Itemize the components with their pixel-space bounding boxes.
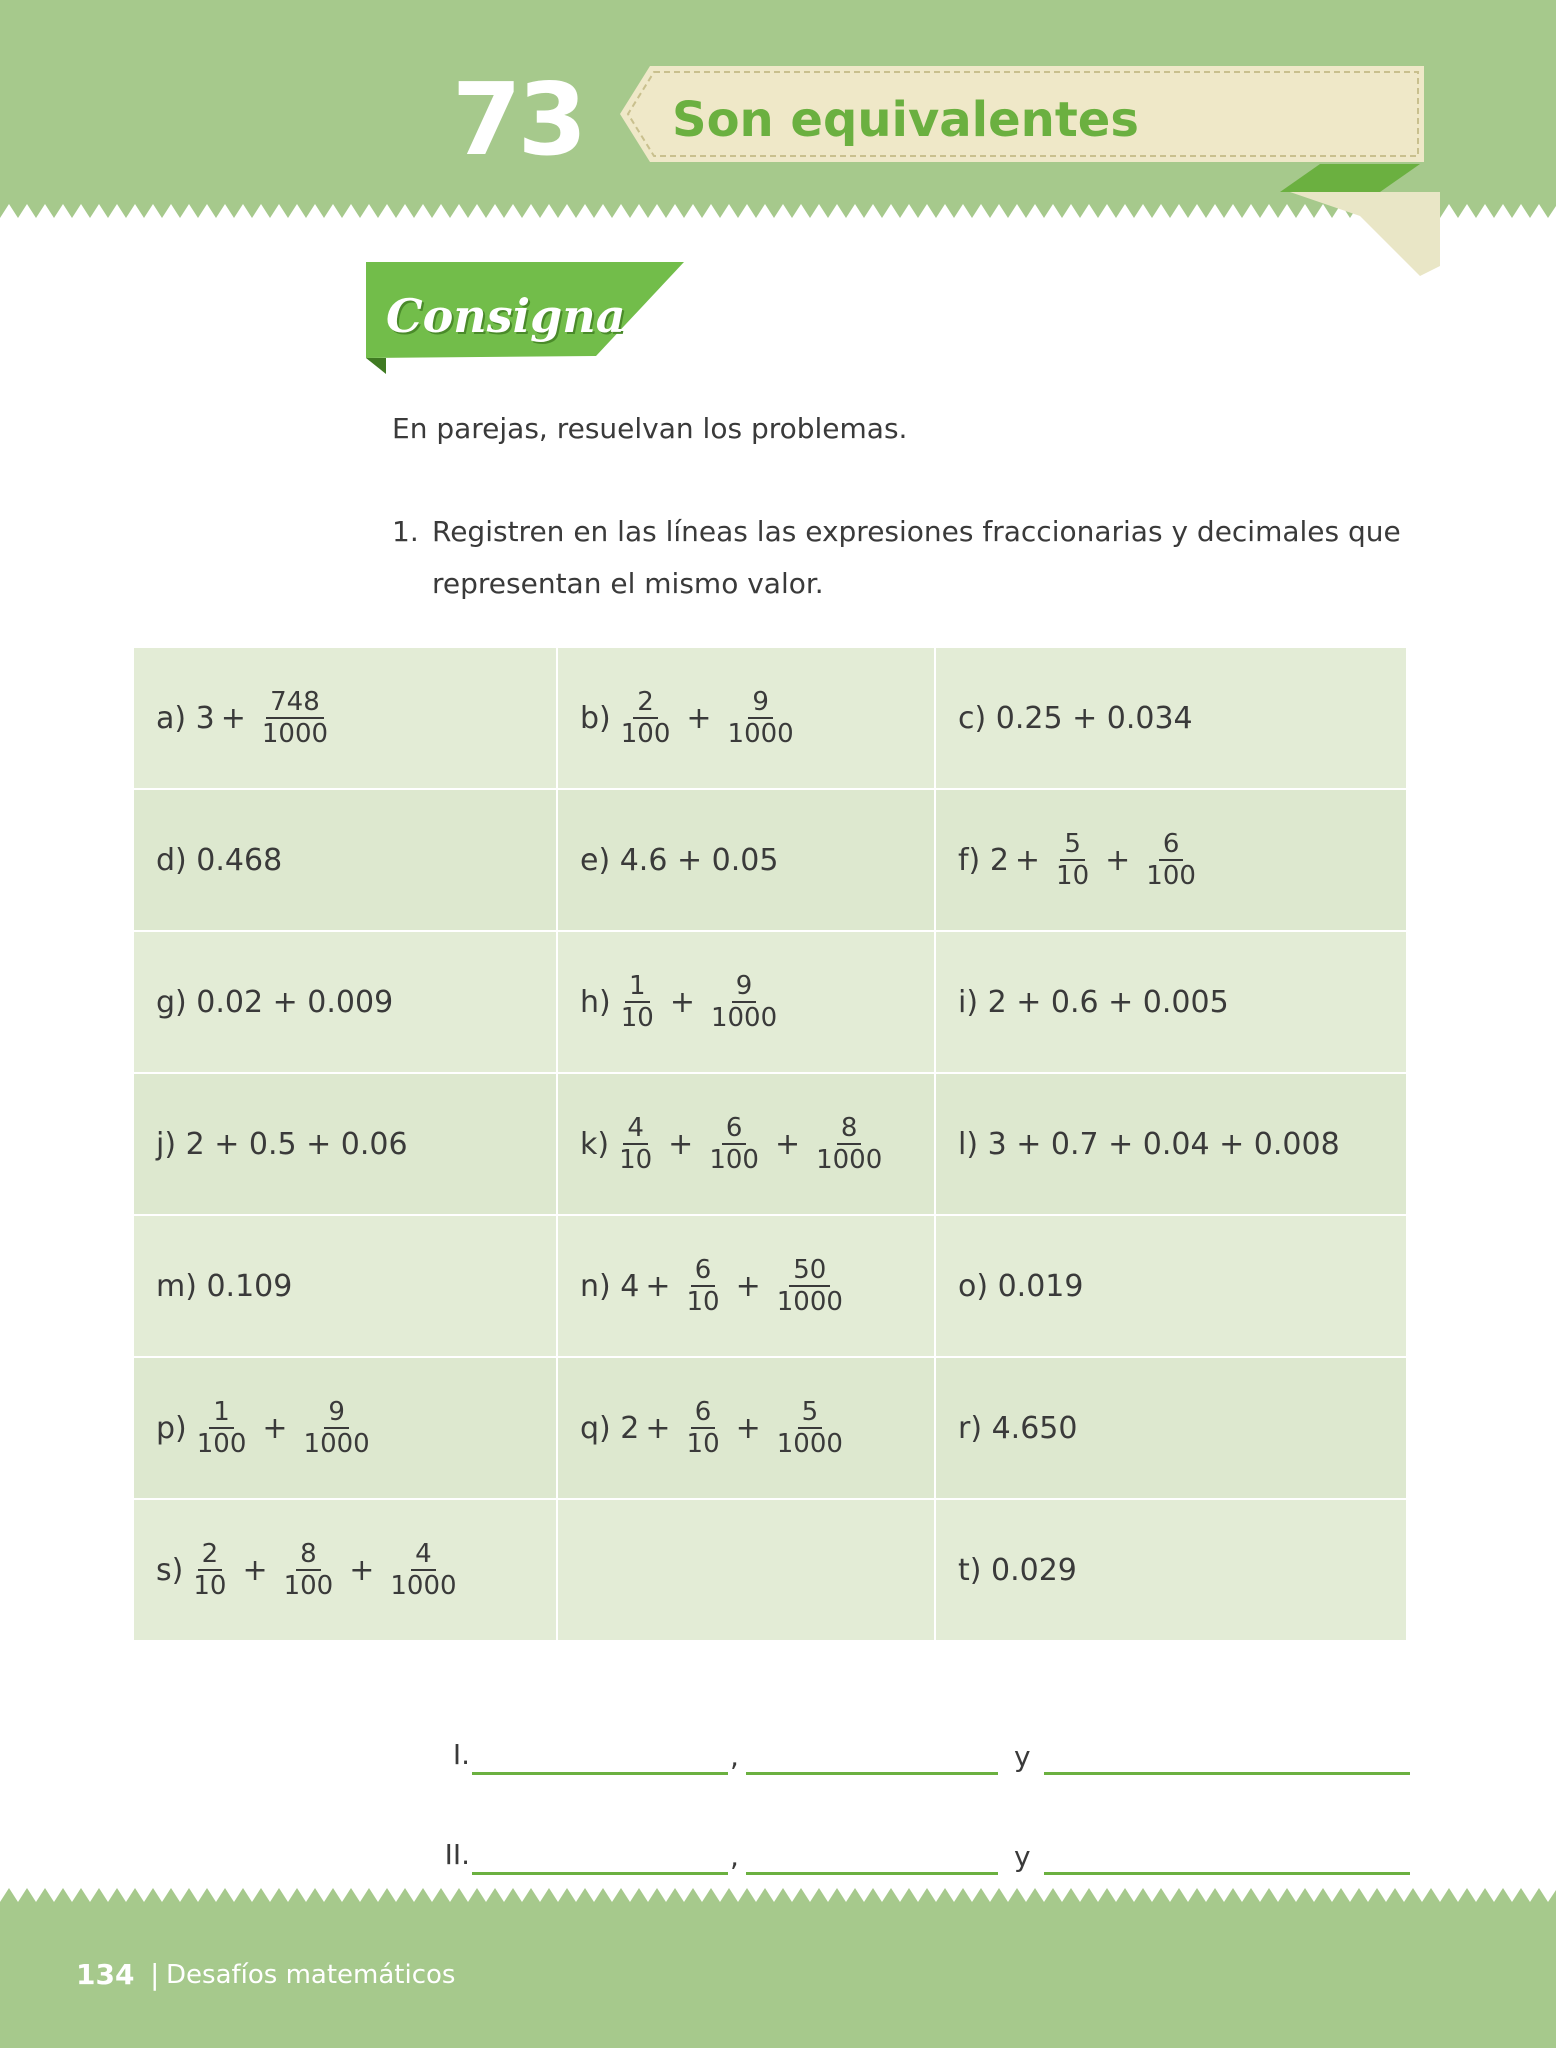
lesson-number: 73 (452, 61, 584, 178)
operator: + (1014, 842, 1041, 878)
denominator: 1000 (261, 719, 329, 749)
cell-d (133, 789, 557, 931)
fraction (280, 1539, 338, 1601)
operator: + (349, 1552, 375, 1588)
cell-j (133, 1073, 557, 1215)
fraction (707, 971, 781, 1033)
table-row (133, 1499, 1407, 1641)
table-row (133, 647, 1407, 789)
fraction (193, 1397, 251, 1459)
table-row (133, 1357, 1407, 1499)
conjunction: y (1014, 1740, 1031, 1773)
operator: + (645, 1410, 671, 1446)
answer-line-1b[interactable] (746, 1772, 998, 1775)
integer-term: 3 (195, 700, 215, 736)
integer-term: 2 (620, 1410, 640, 1446)
footer-separator: | (150, 1958, 160, 1991)
cell-label: f) (958, 842, 981, 878)
answer-line-2a[interactable] (472, 1872, 728, 1875)
fraction (705, 1113, 763, 1175)
integer-term: 4 (620, 1268, 640, 1304)
cell-s (133, 1499, 557, 1641)
fraction (683, 1255, 724, 1317)
denominator: 1000 (710, 1003, 778, 1033)
cell-g (133, 931, 557, 1073)
cell-f (935, 789, 1407, 931)
numerator: 2 (198, 1539, 223, 1571)
denominator: 10 (620, 1003, 654, 1033)
operator: + (1105, 842, 1131, 878)
cell-o (935, 1215, 1407, 1357)
numerator: 6 (1159, 829, 1184, 861)
denominator: 1000 (816, 1145, 883, 1175)
denominator: 100 (620, 719, 671, 749)
fraction (300, 1397, 374, 1459)
table-row (133, 789, 1407, 931)
fraction (258, 687, 332, 749)
denominator: 1000 (776, 1287, 843, 1317)
denominator: 100 (196, 1429, 247, 1459)
page-number: 134 (76, 1958, 135, 1991)
denominator: 1000 (303, 1429, 370, 1459)
cell-b (557, 647, 935, 789)
fraction (724, 687, 798, 749)
cell-label: a) (156, 700, 187, 736)
cell-expression: m) 0.109 (156, 1268, 293, 1304)
denominator: 10 (1056, 861, 1090, 891)
fraction (1052, 829, 1093, 891)
numerator: 6 (691, 1255, 716, 1287)
table-row (133, 1073, 1407, 1215)
answer-numeral: I. (452, 1738, 470, 1771)
table-row (133, 1215, 1407, 1357)
cell-expression: e) 4.6 + 0.05 (580, 842, 779, 878)
cell-label: q) (580, 1410, 611, 1446)
cell-label: s) (156, 1552, 184, 1588)
answer-line-1a[interactable] (472, 1772, 728, 1775)
numerator: 5 (1060, 829, 1085, 861)
book-title: Desafíos matemáticos (166, 1960, 456, 1990)
answer-line-2c[interactable] (1044, 1872, 1410, 1875)
cell-m (133, 1215, 557, 1357)
cell-expression: o) 0.019 (958, 1268, 1084, 1304)
cell-empty (557, 1499, 935, 1641)
fraction (683, 1397, 724, 1459)
operator: + (735, 1410, 761, 1446)
cell-a (133, 647, 557, 789)
fraction (773, 1255, 847, 1317)
ribbon-fold-dark (1280, 164, 1420, 192)
cell-q (557, 1357, 935, 1499)
denominator: 1000 (390, 1571, 457, 1601)
denominator: 1000 (776, 1429, 843, 1459)
cell-label: k) (580, 1126, 610, 1162)
fraction (617, 971, 658, 1033)
numerator: 6 (691, 1397, 716, 1429)
integer-term: 2 (989, 842, 1009, 878)
cell-e (557, 789, 935, 931)
answer-row-2 (430, 1838, 1410, 1878)
numerator: 9 (748, 687, 773, 719)
cell-label: p) (156, 1410, 187, 1446)
numerator: 50 (789, 1255, 830, 1287)
cell-i (935, 931, 1407, 1073)
cell-h (557, 931, 935, 1073)
cell-label: b) (580, 700, 611, 736)
numerator: 9 (324, 1397, 349, 1429)
answer-row-1 (430, 1738, 1410, 1778)
numerator: 8 (296, 1539, 321, 1571)
cell-expression: i) 2 + 0.6 + 0.005 (958, 984, 1229, 1020)
denominator: 1000 (727, 719, 794, 749)
operator: + (668, 1126, 694, 1162)
instructions-text: En parejas, resuelvan los problemas. (392, 412, 908, 445)
answer-line-2b[interactable] (746, 1872, 998, 1875)
numerator: 2 (633, 687, 658, 719)
consigna-label: Consigna (386, 289, 626, 343)
cell-expression: d) 0.468 (156, 842, 283, 878)
cell-p (133, 1357, 557, 1499)
banner-shadow (366, 358, 386, 374)
denominator: 10 (193, 1571, 227, 1601)
comma: , (730, 1840, 739, 1873)
operator: + (262, 1410, 288, 1446)
cell-label: h) (580, 984, 611, 1020)
fraction (386, 1539, 460, 1601)
cell-expression: r) 4.650 (958, 1410, 1078, 1446)
cell-expression: g) 0.02 + 0.009 (156, 984, 394, 1020)
fraction (189, 1539, 230, 1601)
fraction (617, 687, 675, 749)
problem-1 (392, 506, 1412, 610)
cell-expression: l) 3 + 0.7 + 0.04 + 0.008 (958, 1126, 1340, 1162)
denominator: 100 (1146, 861, 1196, 891)
cell-expression: j) 2 + 0.5 + 0.06 (156, 1126, 408, 1162)
fraction (773, 1397, 847, 1459)
operator: + (242, 1552, 268, 1588)
lesson-title: Son equivalentes (672, 92, 1139, 148)
cell-l (935, 1073, 1407, 1215)
cell-k (557, 1073, 935, 1215)
answer-line-1c[interactable] (1044, 1772, 1410, 1775)
ribbon-fold-light (1290, 192, 1440, 276)
numerator: 6 (722, 1113, 747, 1145)
numerator: 748 (266, 687, 324, 719)
operator: + (220, 700, 246, 736)
cell-n (557, 1215, 935, 1357)
operator: + (669, 984, 695, 1020)
cell-r (935, 1357, 1407, 1499)
cell-c (935, 647, 1407, 789)
comma: , (730, 1740, 739, 1773)
numerator: 1 (209, 1397, 234, 1429)
denominator: 10 (619, 1145, 653, 1175)
footer-zigzag-edge (0, 1888, 1556, 1916)
denominator: 10 (686, 1429, 720, 1459)
fraction (1142, 829, 1200, 891)
numerator: 4 (411, 1539, 436, 1571)
cell-expression: t) 0.029 (958, 1552, 1077, 1588)
operator: + (686, 700, 712, 736)
cell-label: n) (580, 1268, 611, 1304)
cell-expression: c) 0.25 + 0.034 (958, 700, 1193, 736)
numerator: 4 (623, 1113, 648, 1145)
expressions-table (132, 646, 1408, 1642)
conjunction: y (1014, 1840, 1031, 1873)
operator: + (645, 1268, 671, 1304)
denominator: 100 (283, 1571, 334, 1601)
cell-t (935, 1499, 1407, 1641)
operator: + (735, 1268, 761, 1304)
numerator: 8 (837, 1113, 862, 1145)
answer-numeral: II. (444, 1838, 470, 1871)
zigzag-shape (0, 1888, 1556, 1916)
numerator: 5 (798, 1397, 823, 1429)
numerator: 1 (625, 971, 650, 1003)
table-row (133, 931, 1407, 1073)
fraction (615, 1113, 656, 1175)
problem-text: Registren en las líneas las expresiones fraccionarias y decimales que representan el mismo valor. (432, 515, 1401, 600)
denominator: 100 (709, 1145, 759, 1175)
numerator: 9 (732, 971, 757, 1003)
denominator: 10 (686, 1287, 720, 1317)
fraction (812, 1113, 886, 1175)
operator: + (774, 1126, 801, 1162)
problem-number: 1. (392, 515, 419, 548)
